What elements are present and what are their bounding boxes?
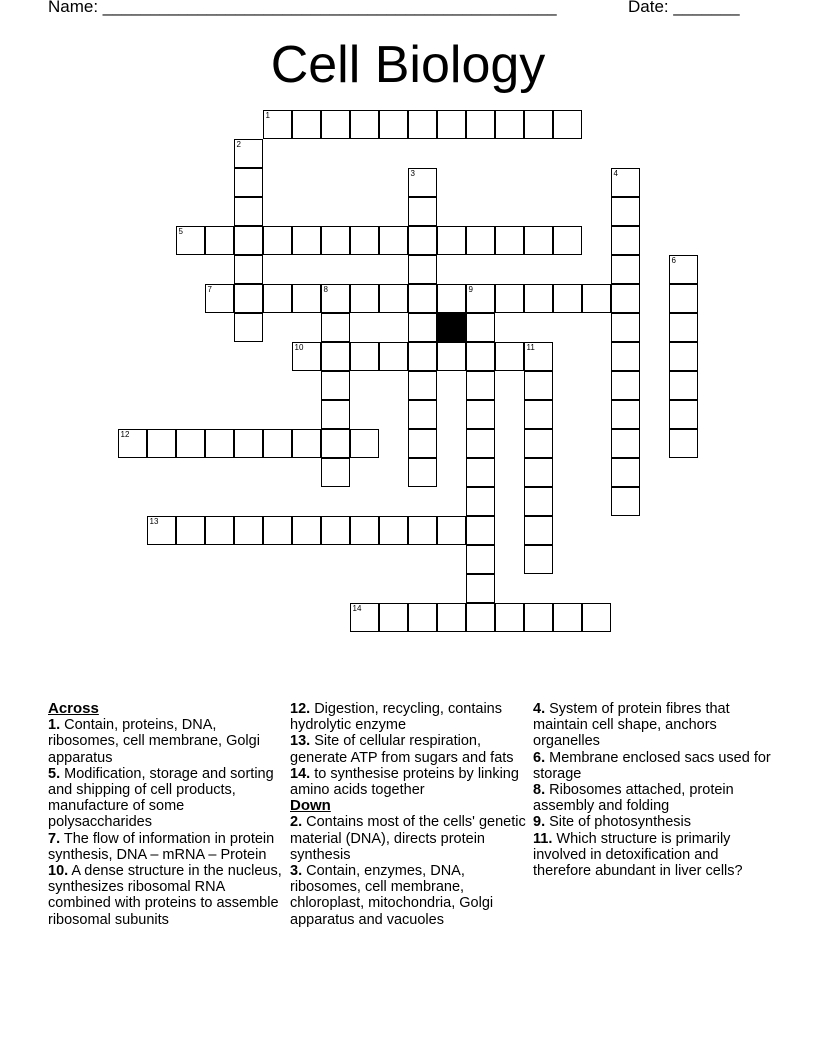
grid-cell[interactable] (524, 603, 553, 632)
grid-cell[interactable] (437, 110, 466, 139)
grid-cell[interactable] (321, 342, 350, 371)
grid-cell[interactable] (321, 400, 350, 429)
grid-cell[interactable] (263, 429, 292, 458)
clue-item (533, 782, 773, 814)
grid-cell[interactable] (350, 342, 379, 371)
clue-number: 5 (178, 226, 183, 236)
down-heading: Down (290, 797, 331, 815)
grid-cell[interactable] (524, 110, 553, 139)
grid-cell[interactable] (611, 400, 640, 429)
clue-number: 6 (671, 255, 676, 265)
grid-cell[interactable] (263, 284, 292, 313)
grid-cell[interactable] (292, 284, 321, 313)
grid-cell[interactable] (524, 516, 553, 545)
clue-item-text: A dense structure in the nucleus, synthesizes ribosomal RNA combined with proteins to assemble ribosomal subunits (48, 863, 282, 928)
clue-item (48, 863, 288, 928)
grid-cell[interactable] (263, 516, 292, 545)
grid-cell[interactable] (234, 197, 263, 226)
grid-cell[interactable] (524, 487, 553, 516)
grid-cell[interactable] (408, 342, 437, 371)
clue-number: 14 (352, 603, 362, 613)
grid-cell[interactable] (321, 516, 350, 545)
grid-cell[interactable] (321, 458, 350, 487)
grid-cell[interactable] (408, 284, 437, 313)
grid-cell[interactable] (524, 371, 553, 400)
clue-item-text: to synthesise proteins by linking amino acids together (290, 765, 519, 799)
grid-cell[interactable] (408, 168, 437, 197)
clue-item-number: 8. (533, 782, 546, 799)
grid-cell[interactable] (379, 284, 408, 313)
grid-cell[interactable] (321, 110, 350, 139)
grid-cell[interactable] (669, 255, 698, 284)
grid-cell[interactable] (495, 603, 524, 632)
grid-cell[interactable] (321, 371, 350, 400)
clue-number: 3 (410, 168, 415, 178)
clue-item (290, 766, 530, 798)
grid-cell[interactable] (408, 313, 437, 342)
grid-cell[interactable] (234, 284, 263, 313)
clue-item-number: 6. (533, 749, 546, 766)
grid-cell[interactable] (524, 284, 553, 313)
clue-item-text: Site of photosynthesis (545, 814, 691, 831)
grid-cell[interactable] (408, 458, 437, 487)
grid-cell[interactable] (321, 429, 350, 458)
grid-cell[interactable] (466, 458, 495, 487)
grid-cell[interactable] (466, 313, 495, 342)
grid-cell[interactable] (437, 226, 466, 255)
grid-cell[interactable] (495, 342, 524, 371)
grid-cell[interactable] (611, 458, 640, 487)
grid-cell[interactable] (408, 429, 437, 458)
grid-cell[interactable] (234, 516, 263, 545)
clues-column-1 (48, 701, 288, 928)
grid-cell[interactable] (234, 429, 263, 458)
grid-cell[interactable] (466, 400, 495, 429)
grid-cell[interactable] (466, 226, 495, 255)
grid-cell[interactable] (466, 487, 495, 516)
clue-item (533, 750, 773, 782)
grid-cell[interactable] (350, 110, 379, 139)
grid-cell[interactable] (292, 110, 321, 139)
name-field-label: Name: ________________________________________________ (48, 0, 557, 16)
grid-cell[interactable] (553, 603, 582, 632)
clue-number: 12 (120, 429, 130, 439)
grid-cell[interactable] (408, 226, 437, 255)
clue-item-number: 10. (48, 863, 69, 880)
grid-cell[interactable] (379, 603, 408, 632)
grid-cell[interactable] (466, 284, 495, 313)
grid-cell[interactable] (379, 516, 408, 545)
grid-cell[interactable] (205, 284, 234, 313)
clue-item-text: Ribosomes attached, protein assembly and folding (533, 782, 734, 815)
clue-number: 2 (236, 139, 241, 149)
grid-cell[interactable] (234, 255, 263, 284)
clue-item (48, 717, 288, 766)
grid-cell[interactable] (466, 342, 495, 371)
grid-cell[interactable] (466, 110, 495, 139)
grid-cell[interactable] (321, 226, 350, 255)
grid-cell[interactable] (669, 371, 698, 400)
clue-item-text: Contain, enzymes, DNA, ribosomes, cell membrane, chloroplast, mitochondria, Golgi apparatus and vacuoles (290, 863, 494, 928)
clue-item-number: 1. (48, 717, 61, 734)
clue-number: 13 (149, 516, 159, 526)
grid-cell[interactable] (582, 284, 611, 313)
grid-cell[interactable] (582, 603, 611, 632)
grid-cell[interactable] (321, 284, 350, 313)
grid-cell[interactable] (408, 110, 437, 139)
across-clue-list (48, 717, 288, 928)
clues-column-3 (533, 701, 773, 879)
grid-cell[interactable] (524, 545, 553, 574)
grid-cell[interactable] (379, 342, 408, 371)
clue-item-number: 14. (290, 765, 311, 782)
grid-cell[interactable] (611, 197, 640, 226)
grid-cell[interactable] (524, 429, 553, 458)
grid-cell[interactable] (350, 429, 379, 458)
down-clue-list-continued (533, 701, 773, 879)
clue-item-number: 12. (290, 701, 311, 717)
clue-item-text: The flow of information in protein synthesis, DNA – mRNA – Protein (48, 830, 275, 863)
grid-cell[interactable] (553, 284, 582, 313)
grid-cell[interactable] (611, 284, 640, 313)
grid-cell[interactable] (466, 516, 495, 545)
grid-cell[interactable] (379, 226, 408, 255)
clues-column-2 (290, 701, 530, 928)
grid-cell[interactable] (350, 226, 379, 255)
grid-cell[interactable] (350, 516, 379, 545)
clue-item-number: 9. (533, 814, 546, 831)
grid-cell[interactable] (611, 313, 640, 342)
blocked-square (437, 313, 466, 342)
grid-cell[interactable] (437, 284, 466, 313)
grid-cell[interactable] (292, 516, 321, 545)
clue-item-number: 3. (290, 863, 303, 880)
grid-cell[interactable] (495, 226, 524, 255)
grid-cell[interactable] (611, 255, 640, 284)
clue-item-number: 7. (48, 830, 61, 847)
clue-item-number: 13. (290, 733, 311, 750)
grid-cell[interactable] (495, 110, 524, 139)
grid-cell[interactable] (669, 284, 698, 313)
grid-cell[interactable] (466, 429, 495, 458)
clue-item (48, 831, 288, 863)
grid-cell[interactable] (292, 429, 321, 458)
clue-item (48, 766, 288, 831)
clue-item (290, 701, 530, 733)
grid-cell[interactable] (292, 342, 321, 371)
grid-cell[interactable] (205, 226, 234, 255)
grid-cell[interactable] (321, 313, 350, 342)
clue-item-text: Digestion, recycling, contains hydrolytic enzyme (290, 701, 502, 734)
grid-cell[interactable] (147, 516, 176, 545)
grid-cell[interactable] (205, 429, 234, 458)
grid-cell[interactable] (408, 255, 437, 284)
clue-item-text: Contains most of the cells' genetic material (DNA), directs protein synthesis (290, 814, 526, 863)
grid-cell[interactable] (466, 545, 495, 574)
grid-cell[interactable] (524, 342, 553, 371)
grid-cell[interactable] (176, 516, 205, 545)
grid-cell[interactable] (553, 110, 582, 139)
clue-item (533, 701, 773, 750)
clue-item-text: Membrane enclosed sacs used for storage (533, 749, 771, 782)
clue-item (533, 814, 773, 830)
grid-cell[interactable] (350, 284, 379, 313)
grid-cell[interactable] (611, 429, 640, 458)
grid-cell[interactable] (524, 458, 553, 487)
clue-item (290, 863, 530, 928)
grid-cell[interactable] (669, 400, 698, 429)
grid-cell[interactable] (437, 342, 466, 371)
grid-cell[interactable] (611, 168, 640, 197)
grid-cell[interactable] (524, 400, 553, 429)
grid-cell[interactable] (176, 429, 205, 458)
grid-cell[interactable] (176, 226, 205, 255)
grid-cell[interactable] (234, 313, 263, 342)
grid-cell[interactable] (408, 371, 437, 400)
clue-item-text: Contain, proteins, DNA, ribosomes, cell membrane, Golgi apparatus (48, 717, 260, 766)
clue-number: 7 (207, 284, 212, 294)
grid-cell[interactable] (205, 516, 234, 545)
grid-cell[interactable] (408, 516, 437, 545)
across-heading: Across (48, 700, 99, 717)
clue-item (533, 831, 773, 880)
grid-cell[interactable] (495, 284, 524, 313)
clue-number: 9 (468, 284, 473, 294)
clue-item (290, 814, 530, 863)
grid-cell[interactable] (118, 429, 147, 458)
grid-cell[interactable] (553, 226, 582, 255)
grid-cell[interactable] (437, 603, 466, 632)
clue-item-text: Modification, storage and sorting and shipping of cell products, manufacture of some polysaccharides (48, 765, 274, 831)
grid-cell[interactable] (611, 371, 640, 400)
grid-cell[interactable] (669, 313, 698, 342)
grid-cell[interactable] (611, 226, 640, 255)
clue-item-text: Which structure is primarily involved in detoxification and therefore abundant in liver cells? (533, 830, 743, 880)
grid-cell[interactable] (466, 574, 495, 603)
clue-item-number: 5. (48, 765, 61, 782)
clue-item-text: System of protein fibres that maintain cell shape, anchors organelles (533, 701, 730, 750)
across-clue-list-continued (290, 701, 530, 798)
clue-item-number: 4. (533, 701, 546, 717)
grid-cell[interactable] (350, 603, 379, 632)
grid-cell[interactable] (292, 226, 321, 255)
grid-cell[interactable] (466, 603, 495, 632)
clue-item-number: 11. (533, 830, 553, 847)
grid-cell[interactable] (234, 139, 263, 168)
clue-number: 11 (526, 342, 535, 352)
clue-item-number: 2. (290, 814, 303, 831)
grid-cell[interactable] (234, 226, 263, 255)
clue-number: 10 (294, 342, 304, 352)
grid-cell[interactable] (379, 110, 408, 139)
clue-item-text: Site of cellular respiration, generate ATP from sugars and fats (290, 733, 514, 766)
grid-cell[interactable] (408, 197, 437, 226)
grid-cell[interactable] (408, 603, 437, 632)
grid-cell[interactable] (147, 429, 176, 458)
grid-cell[interactable] (408, 400, 437, 429)
date-field-label: Date: _______ (628, 0, 740, 16)
grid-cell[interactable] (669, 342, 698, 371)
grid-cell[interactable] (437, 516, 466, 545)
grid-cell[interactable] (611, 487, 640, 516)
clue-number: 1 (265, 110, 270, 120)
clue-number: 4 (613, 168, 618, 178)
clue-number: 8 (323, 284, 328, 294)
page-title: Cell Biology (270, 36, 546, 94)
grid-cell[interactable] (611, 342, 640, 371)
clue-item (290, 733, 530, 765)
grid-cell[interactable] (466, 371, 495, 400)
down-clue-list (290, 814, 530, 927)
grid-cell[interactable] (524, 226, 553, 255)
grid-cell[interactable] (263, 110, 292, 139)
grid-cell[interactable] (234, 168, 263, 197)
grid-cell[interactable] (263, 226, 292, 255)
grid-cell[interactable] (669, 429, 698, 458)
